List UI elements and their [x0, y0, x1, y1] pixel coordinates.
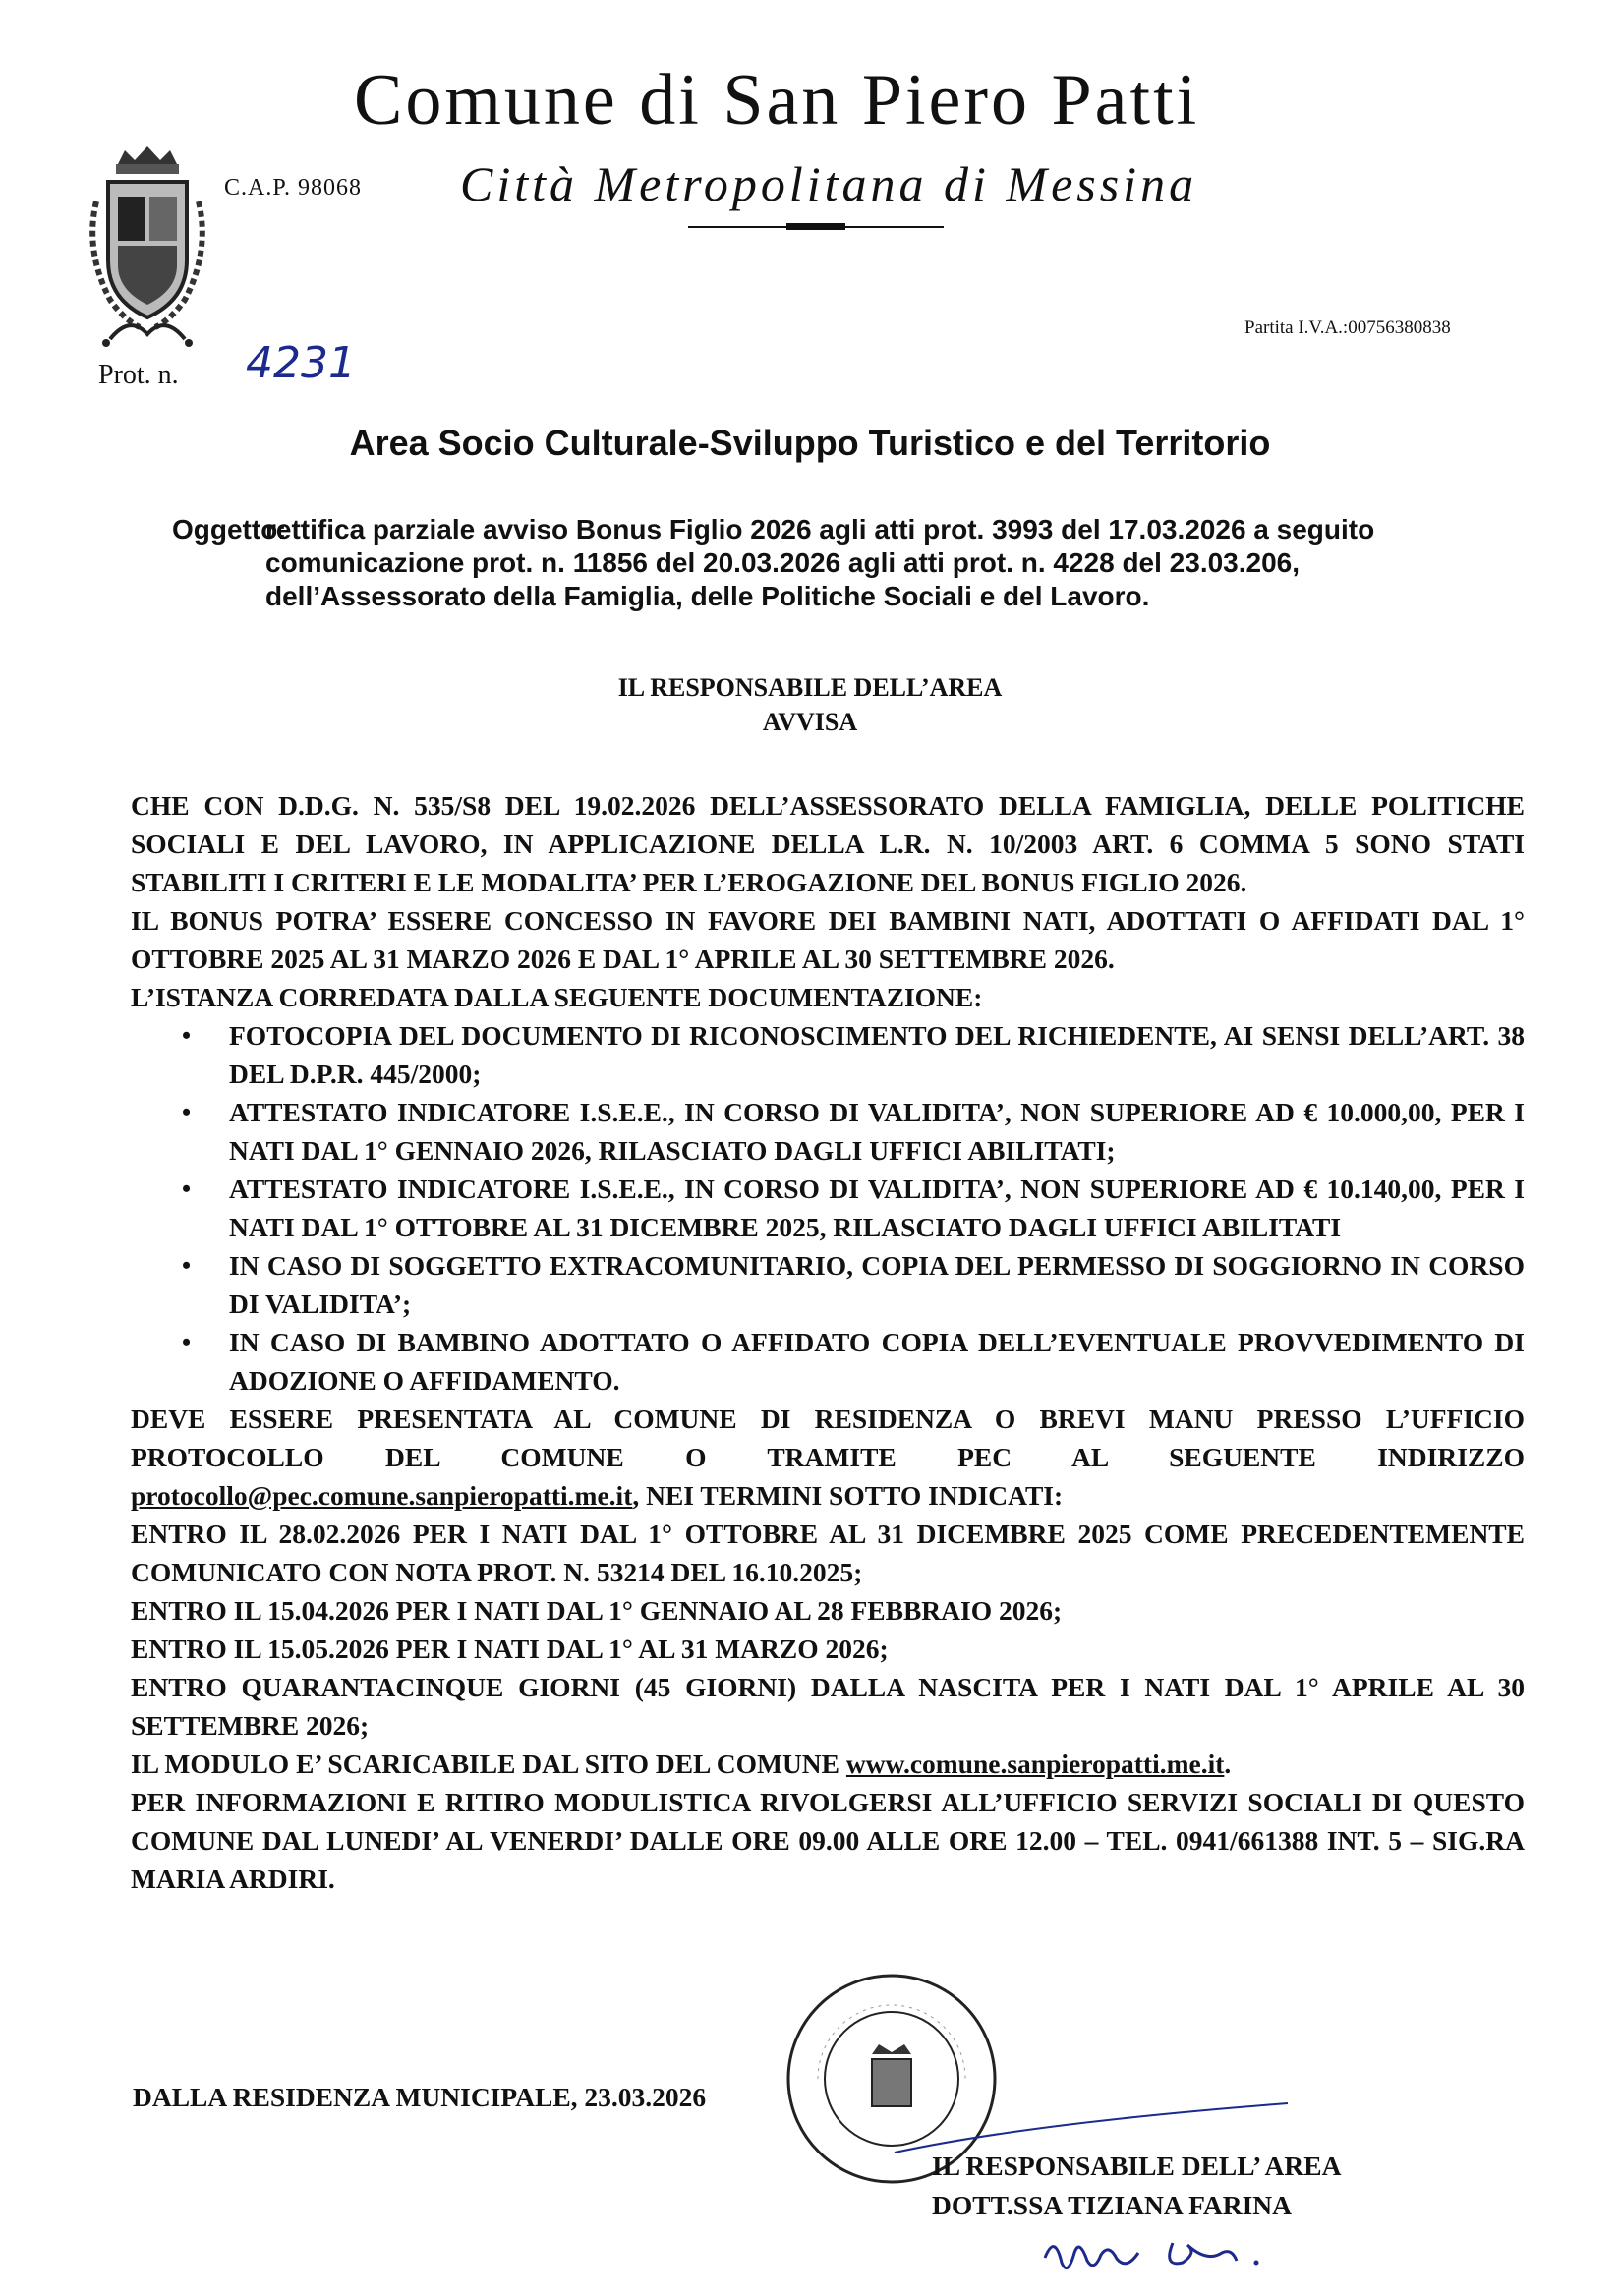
paragraph-documents-intro: L’ISTANZA CORREDATA DALLA SEGUENTE DOCUMENTAZIONE:: [131, 982, 983, 1012]
subject-text: rettifica parziale avviso Bonus Figlio 2026 agli atti prot. 3993 del 17.03.2026 a seguito comunicazione prot. n. 11856 del 20.03.2026 agli atti prot. n. 4228 del 23.03.206, dell’Assessorato della Famiglia, delle Politiche Sociali e del Lavoro.: [265, 514, 1375, 611]
postal-code: C.A.P. 98068: [224, 175, 363, 201]
protocol-number: 4231: [246, 338, 356, 388]
header-rule-accent: [786, 223, 845, 230]
list-item: • IN CASO DI SOGGETTO EXTRACOMUNITARIO, COPIA DEL PERMESSO DI SOGGIORNO IN CORSO DI VALIDITA’;: [229, 1246, 1525, 1323]
notice-body: [131, 786, 1525, 1898]
place-and-date: DALLA RESIDENZA MUNICIPALE, 23.03.2026: [133, 2082, 707, 2112]
paragraph-info: PER INFORMAZIONI E RITIRO MODULISTICA RIVOLGERSI ALL’UFFICIO SERVIZI SOCIALI DI QUESTO COMUNE DAL LUNEDI’ AL VENERDI’ DALLE ORE 09.00 ALLE ORE 12.00 – TEL. 0941/661388 INT. 5 – SIG.RA MARIA ARDIRI.: [131, 1787, 1525, 1894]
signer-name: DOTT.SSA TIZIANA FARINA: [932, 2190, 1292, 2220]
subject-block: [172, 513, 1489, 613]
documents-list: [131, 1016, 1525, 1400]
subject-label: Oggetto:: [172, 514, 287, 545]
department-heading: Area Socio Culturale-Sviluppo Turistico e del Territorio: [349, 423, 1271, 463]
list-item: • FOTOCOPIA DEL DOCUMENTO DI RICONOSCIMENTO DEL RICHIEDENTE, AI SENSI DELL’ART. 38 DEL D.P.R. 445/2000;: [229, 1016, 1525, 1093]
deadline-3: ENTRO IL 15.05.2026 PER I NATI DAL 1° AL 31 MARZO 2026;: [131, 1634, 889, 1664]
list-item: • ATTESTATO INDICATORE I.S.E.E., IN CORSO DI VALIDITA’, NON SUPERIORE AD € 10.140,00, PER I NATI DAL 1° OTTOBRE AL 31 DICEMBRE 2025, RILASCIATO DAGLI UFFICI ABILITATI: [229, 1170, 1525, 1246]
protocol-label: Prot. n.: [98, 360, 179, 390]
website-link[interactable]: www.comune.sanpieropatti.me.it: [845, 1749, 1225, 1779]
signature-stroke: [885, 2094, 1298, 2167]
paragraph-form: IL MODULO E’ SCARICABILE DAL SITO DEL COMUNE www.comune.sanpieropatti.me.it.: [131, 1749, 1232, 1779]
vat-number: Partita I.V.A.:00756380838: [1244, 317, 1451, 338]
paragraph-eligibility: IL BONUS POTRA’ ESSERE CONCESSO IN FAVORE DEI BAMBINI NATI, ADOTTATI O AFFIDATI DAL 1° OTTOBRE 2025 AL 31 MARZO 2026 E DAL 1° APRILE AL 30 SETTEMBRE 2026.: [131, 905, 1525, 974]
municipal-crest: [81, 143, 213, 359]
metropolitan-city: Città Metropolitana di Messina: [460, 156, 1198, 211]
paragraph-ddg: CHE CON D.D.G. N. 535/S8 DEL 19.02.2026 DELL’ASSESSORATO DELLA FAMIGLIA, DELLE POLITICHE SOCIALI E DEL LAVORO, IN APPLICAZIONE DELLA L.R. N. 10/2003 ART. 6 COMMA 5 SONO STATI STABILITI I CRITERI E LE MODALITA’ PER L’EROGAZIONE DEL BONUS FIGLIO 2026.: [131, 790, 1525, 897]
signer-role: IL RESPONSABILE DELL’ AREA: [932, 2151, 1342, 2181]
pec-link[interactable]: protocollo@pec.comune.sanpieropatti.me.it: [131, 1480, 633, 1511]
responsible-heading: [0, 670, 1620, 739]
deadline-2: ENTRO IL 15.04.2026 PER I NATI DAL 1° GENNAIO AL 28 FEBBRAIO 2026;: [131, 1595, 1063, 1626]
list-item: • IN CASO DI BAMBINO ADOTTATO O AFFIDATO COPIA DELL’EVENTUALE PROVVEDIMENTO DI ADOZIONE O AFFIDAMENTO.: [229, 1323, 1525, 1400]
handwritten-signature: [1040, 2223, 1286, 2287]
paragraph-submission: DEVE ESSERE PRESENTATA AL COMUNE DI RESIDENZA O BREVI MANU PRESSO L’UFFICIO PROTOCOLLO DEL COMUNE O TRAMITE PEC AL SEGUENTE INDIRIZZO protocollo@pec.comune.sanpieropatti.me.it, NEI TERMINI SOTTO INDICATI:: [131, 1404, 1525, 1511]
notice-verb: AVVISA: [762, 708, 858, 736]
deadline-1: ENTRO IL 28.02.2026 PER I NATI DAL 1° OTTOBRE AL 31 DICEMBRE 2025 COME PRECEDENTEMENTE COMUNICATO CON NOTA PROT. N. 53214 DEL 16.10.2025;: [131, 1519, 1525, 1587]
responsible-title: IL RESPONSABILE DELL’AREA: [617, 673, 1003, 702]
list-item: • ATTESTATO INDICATORE I.S.E.E., IN CORSO DI VALIDITA’, NON SUPERIORE AD € 10.000,00, PER I NATI DAL 1° GENNAIO 2026, RILASCIATO DAGLI UFFICI ABILITATI;: [229, 1093, 1525, 1170]
deadline-4: ENTRO QUARANTACINQUE GIORNI (45 GIORNI) DALLA NASCITA PER I NATI DAL 1° APRILE AL 30 SETTEMBRE 2026;: [131, 1672, 1525, 1741]
municipality-title: Comune di San Piero Patti: [354, 60, 1200, 141]
